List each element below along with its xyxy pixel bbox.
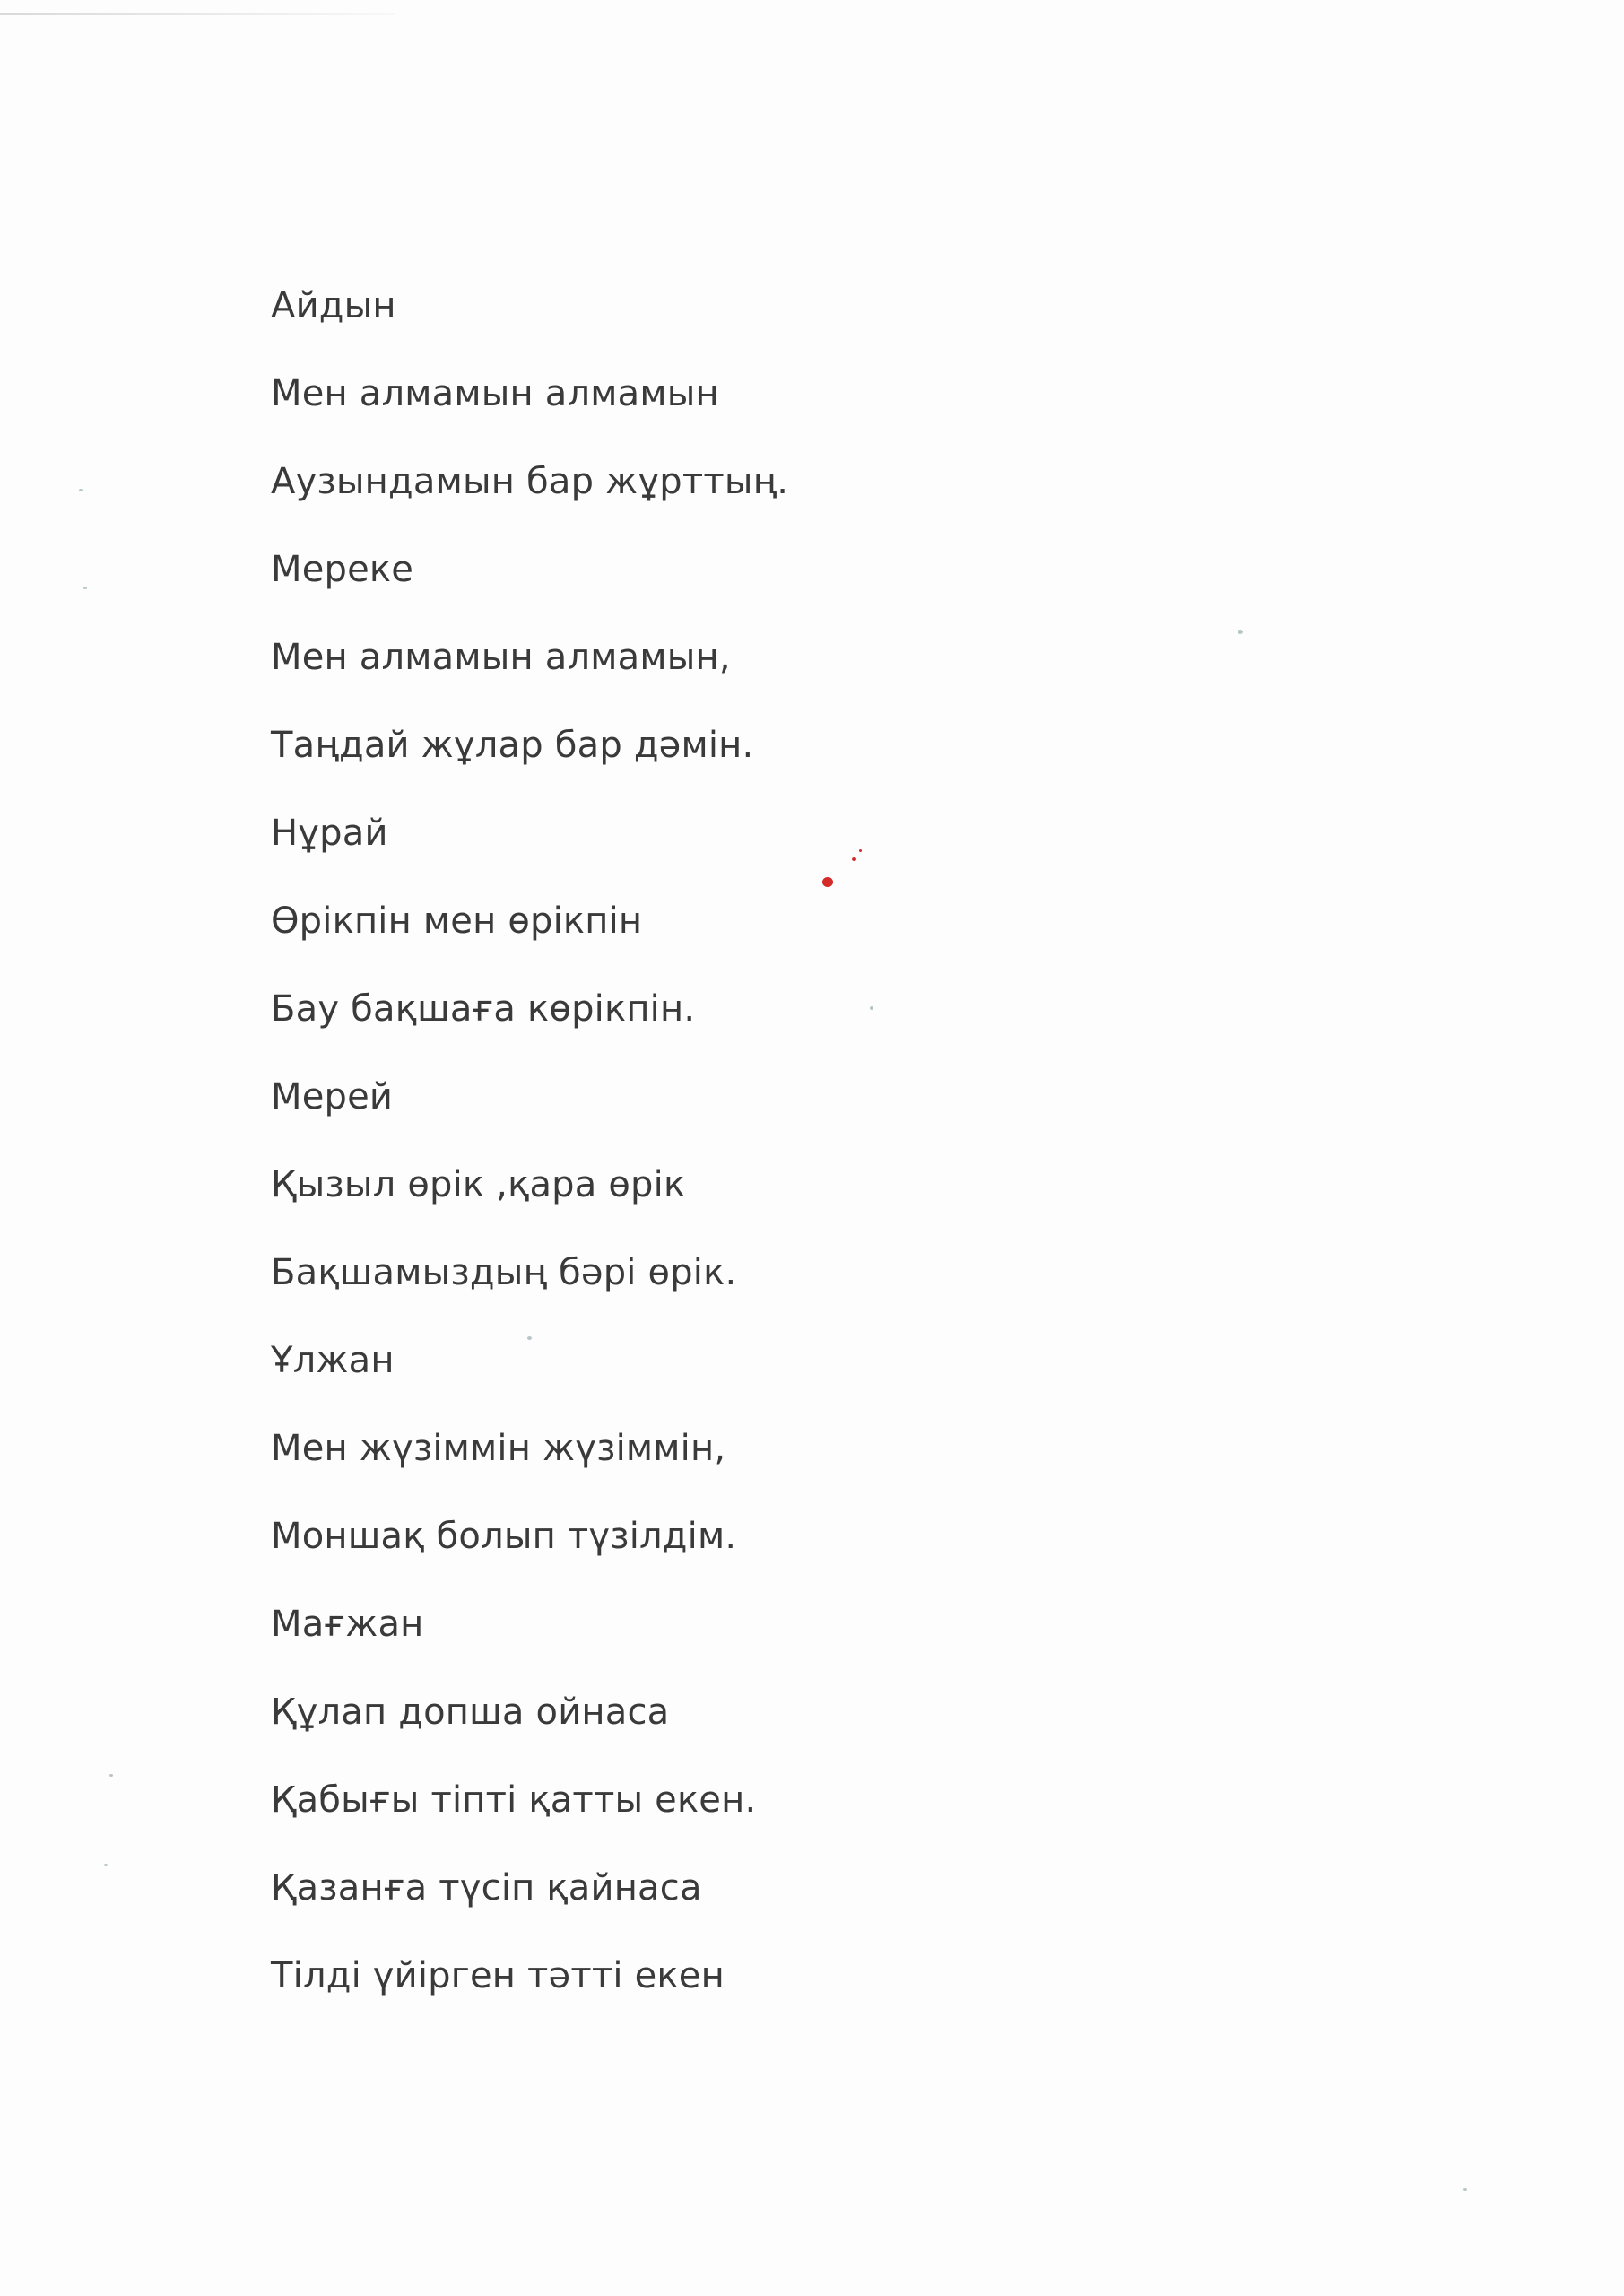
dust-speck — [1463, 2188, 1467, 2191]
verse-line: Мен жүзіммін жүзіммін, — [271, 1428, 726, 1469]
dust-speck — [104, 1864, 108, 1866]
scan-edge-mark — [0, 13, 395, 15]
speaker-name: Мағжан — [271, 1604, 424, 1645]
dust-speck — [527, 1336, 532, 1340]
dust-speck — [83, 587, 87, 589]
speaker-name: Ұлжан — [271, 1340, 395, 1381]
dust-speck — [109, 1774, 113, 1777]
red-ink-speck — [859, 849, 862, 852]
red-ink-stain — [822, 877, 833, 887]
verse-line: Тілді үйірген тәтті екен — [271, 1955, 725, 1996]
red-ink-speck — [852, 857, 856, 861]
dust-speck — [79, 489, 83, 491]
verse-line: Қабығы тіпті қатты екен. — [271, 1779, 757, 1821]
verse-line: Моншақ болып түзілдім. — [271, 1516, 737, 1557]
verse-line: Қызыл өрік ,қара өрік — [271, 1164, 686, 1205]
verse-line: Бақшамыздың бәрі өрік. — [271, 1252, 737, 1293]
dust-speck — [870, 1006, 873, 1010]
verse-line: Аузындамын бар жұрттың. — [271, 461, 789, 502]
verse-line: Мен алмамын алмамын — [271, 373, 719, 414]
speaker-name: Мереке — [271, 549, 414, 590]
verse-line: Мен алмамын алмамын, — [271, 637, 731, 678]
verse-line: Құлап допша ойнаса — [271, 1692, 670, 1733]
speaker-name: Айдын — [271, 285, 396, 326]
dust-speck — [1238, 630, 1243, 634]
poem-text-block — [271, 262, 1257, 2020]
speaker-name: Мерей — [271, 1076, 394, 1118]
verse-line: Таңдай жұлар бар дәмін. — [271, 725, 754, 766]
verse-line: Бау бақшаға көрікпін. — [271, 988, 696, 1030]
verse-line: Қазанға түсіп қайнаса — [271, 1867, 702, 1909]
speaker-name: Нұрай — [271, 813, 388, 854]
verse-line: Өрікпін мен өрікпін — [271, 900, 643, 942]
